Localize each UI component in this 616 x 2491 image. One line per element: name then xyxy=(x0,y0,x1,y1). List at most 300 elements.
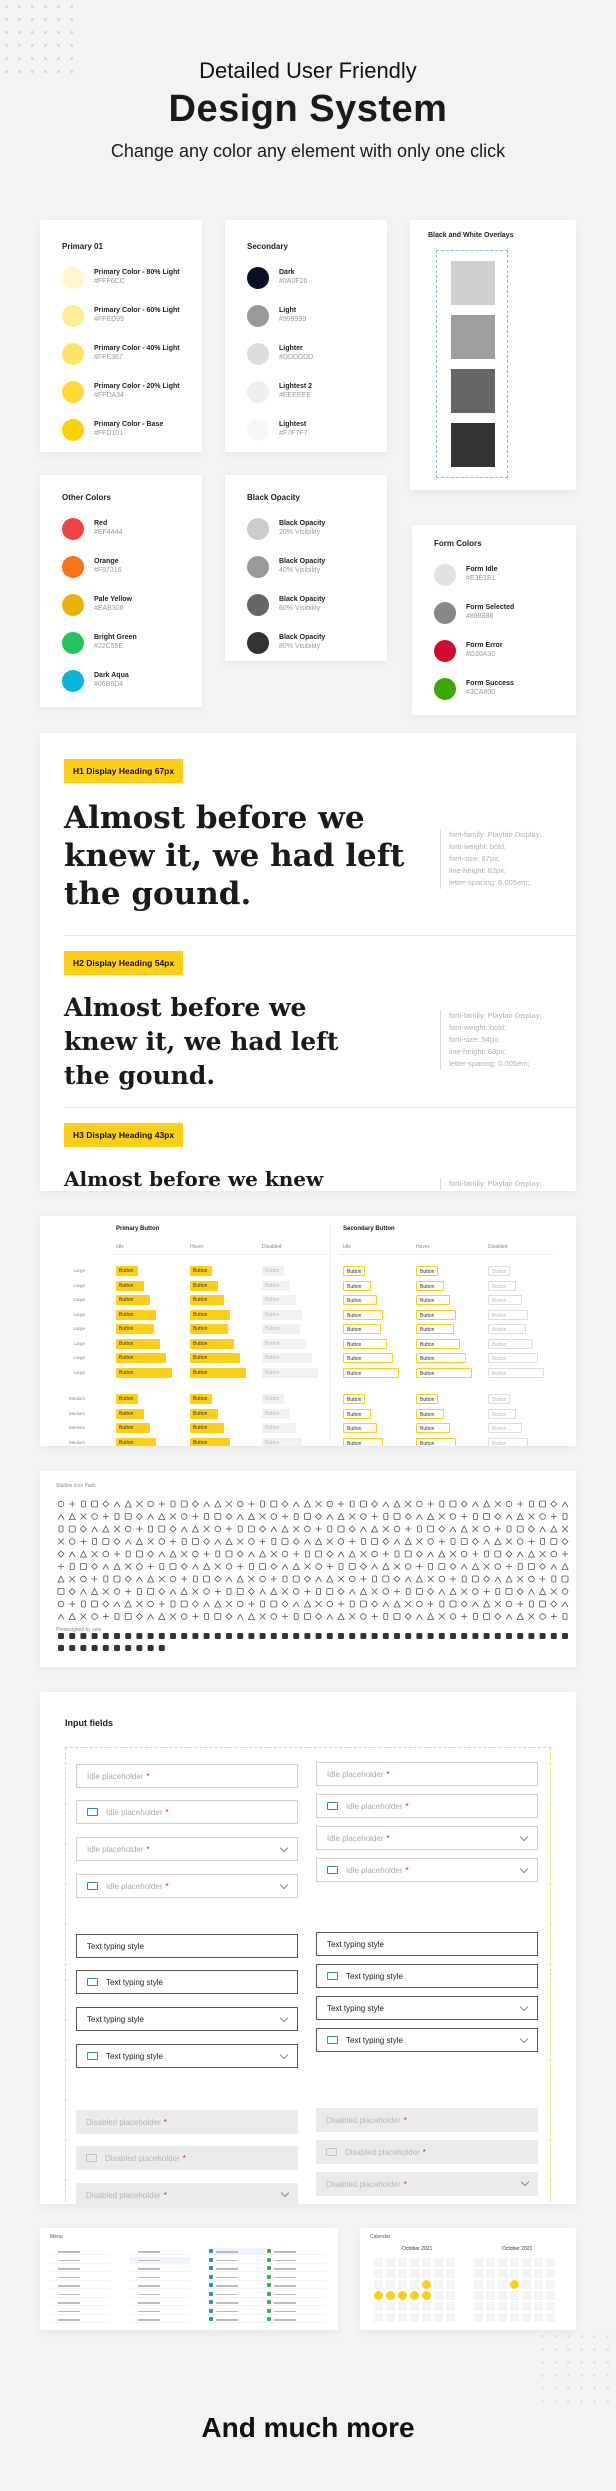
social-icon xyxy=(338,1633,344,1639)
menu-item[interactable] xyxy=(50,2299,110,2306)
menu-item[interactable] xyxy=(208,2308,268,2315)
menu-line xyxy=(216,2277,238,2279)
menu-item[interactable] xyxy=(130,2291,190,2298)
calendar-day[interactable] xyxy=(386,2313,395,2322)
calendar-day[interactable] xyxy=(546,2313,555,2322)
swatch-name: Primary Color - 60% Light xyxy=(94,307,180,315)
calendar-day[interactable] xyxy=(534,2269,543,2278)
swatch-value: 40% Visibility xyxy=(279,567,321,574)
social-icon xyxy=(360,1633,366,1639)
icon xyxy=(80,1590,86,1595)
menu-item[interactable] xyxy=(130,2316,190,2323)
calendar-day[interactable] xyxy=(398,2313,407,2322)
icon xyxy=(271,1551,277,1557)
calendar-day[interactable] xyxy=(386,2302,395,2311)
sample-button[interactable]: Button xyxy=(190,1339,234,1349)
calendar-day[interactable] xyxy=(434,2258,443,2267)
menu-item[interactable] xyxy=(266,2265,326,2272)
icon xyxy=(58,1501,64,1507)
sample-button[interactable]: Button xyxy=(262,1281,290,1291)
sample-button[interactable]: Button xyxy=(190,1409,218,1419)
swatch-row xyxy=(247,343,365,365)
text-field[interactable]: Idle placeholder * xyxy=(316,1762,538,1786)
calendar-day[interactable] xyxy=(398,2280,407,2289)
calendar-day[interactable] xyxy=(474,2280,483,2289)
menu-item[interactable] xyxy=(208,2316,268,2323)
calendar-day[interactable] xyxy=(534,2302,543,2311)
social-icon xyxy=(148,1633,154,1639)
calendar-day[interactable] xyxy=(546,2280,555,2289)
calendar-day[interactable] xyxy=(422,2269,431,2278)
sample-button[interactable]: Button xyxy=(262,1438,302,1447)
icon xyxy=(159,1576,165,1582)
calendar-day[interactable] xyxy=(374,2269,383,2278)
sample-button[interactable]: Button xyxy=(190,1324,228,1334)
sample-button[interactable]: Button xyxy=(116,1266,138,1276)
menu-item[interactable] xyxy=(208,2282,268,2289)
icon xyxy=(215,1614,221,1620)
menu-item[interactable] xyxy=(266,2299,326,2306)
icon xyxy=(260,1526,266,1532)
sample-button[interactable]: Button xyxy=(343,1281,371,1291)
sample-button[interactable]: Button xyxy=(488,1266,510,1276)
menu-item[interactable] xyxy=(130,2308,190,2315)
icon xyxy=(338,1576,344,1582)
icon xyxy=(148,1601,154,1607)
icon xyxy=(80,1551,86,1557)
sample-button[interactable]: Button xyxy=(262,1310,302,1320)
menu-line xyxy=(138,2319,160,2321)
sample-button[interactable]: Button xyxy=(488,1295,522,1305)
sample-button[interactable]: Button xyxy=(190,1423,224,1433)
calendar-day[interactable] xyxy=(510,2280,519,2289)
menu-item[interactable] xyxy=(50,2316,110,2323)
sample-button[interactable]: Button xyxy=(190,1438,230,1447)
menu-item[interactable] xyxy=(130,2274,190,2281)
sample-button[interactable]: Button xyxy=(116,1310,156,1320)
sample-button[interactable]: Button xyxy=(416,1353,466,1363)
menu-item[interactable] xyxy=(266,2248,326,2255)
icon xyxy=(114,1539,120,1545)
calendar-day[interactable] xyxy=(410,2280,419,2289)
calendar-day[interactable] xyxy=(398,2258,407,2267)
calendar-day[interactable] xyxy=(446,2302,455,2311)
select-field[interactable]: Disabled placeholder * xyxy=(76,2183,298,2204)
text-field[interactable]: Disabled placeholder * xyxy=(316,2140,538,2164)
sample-button[interactable]: Button xyxy=(416,1295,450,1305)
menu-item[interactable] xyxy=(50,2248,110,2255)
calendar-day[interactable] xyxy=(486,2313,495,2322)
calendar-day[interactable] xyxy=(446,2313,455,2322)
menu-item[interactable] xyxy=(208,2265,268,2272)
calendar-day[interactable] xyxy=(522,2313,531,2322)
sample-button[interactable]: Button xyxy=(343,1353,393,1363)
calendar-day[interactable] xyxy=(474,2291,483,2300)
icon xyxy=(293,1502,299,1507)
calendar-day[interactable] xyxy=(486,2280,495,2289)
calendar-day[interactable] xyxy=(510,2313,519,2322)
calendar-day[interactable] xyxy=(486,2302,495,2311)
row-label: Large xyxy=(73,1282,85,1288)
sample-button[interactable]: Button xyxy=(416,1266,438,1276)
calendar-day[interactable] xyxy=(498,2258,507,2267)
sample-button[interactable]: Button xyxy=(190,1310,230,1320)
heading-tag: H3 Display Heading 43px xyxy=(64,1123,183,1147)
menu-line xyxy=(274,2294,296,2296)
calendar-day[interactable] xyxy=(410,2291,419,2300)
color-swatch xyxy=(247,267,269,289)
menu-item[interactable] xyxy=(208,2274,268,2281)
sample-button[interactable]: Button xyxy=(488,1368,544,1378)
select-field[interactable]: Idle placeholder * xyxy=(316,1858,538,1882)
menu-item[interactable] xyxy=(50,2308,110,2315)
sample-button[interactable]: Button xyxy=(116,1281,144,1291)
sample-button[interactable]: Button xyxy=(488,1324,526,1334)
menu-item[interactable] xyxy=(266,2274,326,2281)
menu-item[interactable] xyxy=(266,2257,326,2264)
select-field[interactable]: Idle placeholder * xyxy=(76,1874,298,1898)
icon xyxy=(372,1501,378,1507)
menu-item[interactable] xyxy=(50,2291,110,2298)
icon xyxy=(125,1589,131,1595)
calendar-day[interactable] xyxy=(498,2313,507,2322)
sample-button[interactable]: Button xyxy=(416,1423,450,1433)
swatch-value: #3CA800 xyxy=(466,689,496,696)
icon xyxy=(360,1589,366,1595)
menu-item[interactable] xyxy=(208,2257,268,2264)
icon xyxy=(226,1501,232,1507)
icon xyxy=(416,1539,422,1545)
calendar-day[interactable] xyxy=(386,2280,395,2289)
sample-button[interactable]: Button xyxy=(416,1339,460,1349)
sample-button[interactable]: Button xyxy=(262,1409,290,1419)
icon xyxy=(125,1614,131,1620)
calendar-day[interactable] xyxy=(546,2302,555,2311)
icon xyxy=(495,1614,501,1620)
sample-button[interactable]: Button xyxy=(116,1438,156,1447)
sample-button[interactable]: Button xyxy=(262,1423,296,1433)
calendar-day[interactable] xyxy=(498,2302,507,2311)
sample-button[interactable]: Button xyxy=(262,1394,284,1404)
calendar-day[interactable] xyxy=(374,2280,383,2289)
calendar-day[interactable] xyxy=(374,2302,383,2311)
calendar-day[interactable] xyxy=(374,2258,383,2267)
calendar-day[interactable] xyxy=(398,2269,407,2278)
calendar-day[interactable] xyxy=(386,2258,395,2267)
menu-line xyxy=(274,2319,296,2321)
sample-button[interactable]: Button xyxy=(116,1295,150,1305)
menu-item[interactable] xyxy=(50,2282,110,2289)
sample-button[interactable]: Button xyxy=(343,1295,377,1305)
text-field[interactable]: Text typing style xyxy=(316,1932,538,1956)
calendar-day[interactable] xyxy=(422,2313,431,2322)
sample-button[interactable]: Button xyxy=(343,1324,381,1334)
icon xyxy=(58,1551,64,1557)
sample-button[interactable]: Button xyxy=(190,1266,212,1276)
sample-button[interactable]: Button xyxy=(416,1409,444,1419)
checkbox-icon xyxy=(267,2309,271,2313)
menu-line xyxy=(138,2251,160,2253)
icon xyxy=(350,1601,354,1607)
menu-item[interactable] xyxy=(266,2316,326,2323)
select-field[interactable]: Text typing style xyxy=(76,2007,298,2031)
sample-button[interactable]: Button xyxy=(190,1295,224,1305)
sample-button[interactable]: Button xyxy=(488,1353,538,1363)
swatch-row xyxy=(247,267,365,289)
icon xyxy=(293,1564,299,1570)
sample-button[interactable]: Button xyxy=(343,1310,383,1320)
calendar-day[interactable] xyxy=(434,2302,443,2311)
calendar-day[interactable] xyxy=(446,2269,455,2278)
text-field[interactable]: Text typing style xyxy=(76,1970,298,1994)
select-field[interactable]: Text typing style xyxy=(316,2028,538,2052)
sample-button[interactable]: Button xyxy=(262,1368,318,1378)
icon xyxy=(170,1539,176,1545)
icon xyxy=(136,1514,142,1520)
icon xyxy=(192,1526,198,1532)
icon xyxy=(215,1576,221,1582)
sample-button[interactable]: Button xyxy=(116,1423,150,1433)
sample-button[interactable]: Button xyxy=(262,1353,312,1363)
calendar-day[interactable] xyxy=(434,2269,443,2278)
icon xyxy=(304,1614,310,1620)
calendar-day[interactable] xyxy=(546,2258,555,2267)
menu-item[interactable] xyxy=(130,2265,190,2272)
text-field[interactable]: Idle placeholder * xyxy=(76,1764,298,1788)
icon xyxy=(395,1551,399,1557)
calendar-day[interactable] xyxy=(498,2269,507,2278)
calendar-day[interactable] xyxy=(374,2291,383,2300)
icon xyxy=(114,1551,120,1557)
menu-item[interactable] xyxy=(50,2265,110,2272)
sample-button[interactable]: Button xyxy=(488,1438,528,1447)
sample-button[interactable]: Button xyxy=(488,1310,528,1320)
calendar-day[interactable] xyxy=(546,2269,555,2278)
sample-button[interactable]: Button xyxy=(416,1394,438,1404)
menu-item[interactable] xyxy=(130,2257,190,2264)
text-field[interactable]: Disabled placeholder * xyxy=(316,2108,538,2132)
swatch-list xyxy=(247,518,365,654)
sample-button[interactable]: Button xyxy=(488,1409,516,1419)
icon xyxy=(316,1601,322,1607)
sample-button[interactable]: Button xyxy=(488,1394,510,1404)
icon xyxy=(349,1539,355,1545)
calendar-day[interactable] xyxy=(398,2302,407,2311)
calendar-day[interactable] xyxy=(410,2269,419,2278)
calendar-day[interactable] xyxy=(510,2291,519,2300)
icon xyxy=(136,1551,142,1557)
sample-button[interactable]: Button xyxy=(343,1339,387,1349)
select-field[interactable]: Text typing style xyxy=(316,1996,538,2020)
sample-button[interactable]: Button xyxy=(343,1266,365,1276)
menu-line xyxy=(58,2319,80,2321)
sample-button[interactable]: Button xyxy=(190,1368,246,1378)
icon xyxy=(125,1601,131,1607)
text-field[interactable]: Idle placeholder * xyxy=(76,1800,298,1824)
swatch-name: Black Opacity xyxy=(279,596,326,604)
sample-button[interactable]: Button xyxy=(416,1310,456,1320)
select-field[interactable]: Text typing style xyxy=(76,2044,298,2068)
icon xyxy=(103,1589,109,1595)
sample-button[interactable]: Button xyxy=(190,1353,240,1363)
icon xyxy=(327,1615,333,1620)
calendar-day[interactable] xyxy=(522,2302,531,2311)
calendar-day[interactable] xyxy=(510,2258,519,2267)
calendar-day[interactable] xyxy=(422,2302,431,2311)
calendar-day[interactable] xyxy=(534,2280,543,2289)
text-field[interactable]: Disabled placeholder * xyxy=(76,2146,298,2170)
sample-button[interactable]: Button xyxy=(190,1394,212,1404)
calendar-day[interactable] xyxy=(498,2291,507,2300)
calendar-day[interactable] xyxy=(446,2280,455,2289)
calendar-day[interactable] xyxy=(522,2280,531,2289)
calendar-day[interactable] xyxy=(474,2313,483,2322)
menu-line xyxy=(274,2311,296,2313)
sample-button[interactable]: Button xyxy=(116,1353,166,1363)
menu-item[interactable] xyxy=(208,2248,268,2255)
icon xyxy=(416,1564,422,1570)
calendar-day[interactable] xyxy=(434,2280,443,2289)
social-icon xyxy=(495,1633,501,1639)
select-field[interactable]: Disabled placeholder * xyxy=(316,2172,538,2196)
sample-button[interactable]: Button xyxy=(116,1324,154,1334)
calendar-day[interactable] xyxy=(434,2291,443,2300)
sample-button[interactable]: Button xyxy=(416,1281,444,1291)
calendar-day[interactable] xyxy=(498,2280,507,2289)
text-field[interactable]: Disabled placeholder * xyxy=(76,2110,298,2134)
sample-button[interactable]: Button xyxy=(262,1295,296,1305)
sample-button[interactable]: Button xyxy=(262,1324,300,1334)
sample-button[interactable]: Button xyxy=(116,1409,144,1419)
calendar-day[interactable] xyxy=(398,2291,407,2300)
calendar-day[interactable] xyxy=(510,2302,519,2311)
calendar-day[interactable] xyxy=(522,2291,531,2300)
icon xyxy=(540,1614,546,1620)
icon xyxy=(159,1552,165,1557)
sample-button[interactable]: Button xyxy=(416,1324,454,1334)
calendar-day[interactable] xyxy=(386,2291,395,2300)
calendar-day[interactable] xyxy=(446,2258,455,2267)
calendar-day[interactable] xyxy=(474,2302,483,2311)
calendar-day[interactable] xyxy=(510,2269,519,2278)
calendar-day[interactable] xyxy=(522,2258,531,2267)
icon xyxy=(293,1576,299,1582)
calendar-day[interactable] xyxy=(522,2269,531,2278)
swatch-row xyxy=(62,556,180,578)
menu-item[interactable] xyxy=(130,2248,190,2255)
menu-item[interactable] xyxy=(208,2299,268,2306)
sample-button[interactable]: Button xyxy=(116,1339,160,1349)
calendar-day[interactable] xyxy=(534,2313,543,2322)
icon xyxy=(136,1501,142,1507)
calendar-day[interactable] xyxy=(534,2258,543,2267)
calendar-day[interactable] xyxy=(486,2291,495,2300)
icon xyxy=(226,1564,232,1570)
menu-item[interactable] xyxy=(130,2299,190,2306)
sample-button[interactable]: Button xyxy=(416,1438,456,1447)
calendar-day[interactable] xyxy=(410,2313,419,2322)
select-field[interactable]: Idle placeholder * xyxy=(76,1837,298,1861)
menu-item[interactable] xyxy=(50,2257,110,2264)
menu-item[interactable] xyxy=(266,2308,326,2315)
icon xyxy=(204,1602,210,1607)
select-field[interactable]: Idle placeholder * xyxy=(316,1826,538,1850)
hero xyxy=(0,58,616,162)
sample-button[interactable]: Button xyxy=(262,1266,284,1276)
sample-button[interactable]: Button xyxy=(262,1339,306,1349)
icon xyxy=(361,1539,365,1545)
icon xyxy=(528,1526,534,1532)
calendar-day[interactable] xyxy=(486,2269,495,2278)
calendar-day[interactable] xyxy=(410,2258,419,2267)
sample-button[interactable]: Button xyxy=(488,1281,516,1291)
calendar-day[interactable] xyxy=(422,2291,431,2300)
color-swatch xyxy=(434,678,456,700)
text-field[interactable]: Text typing style xyxy=(316,1964,538,1988)
icon xyxy=(450,1576,456,1582)
calendar-day[interactable] xyxy=(474,2269,483,2278)
sample-button[interactable]: Button xyxy=(416,1368,472,1378)
sample-button[interactable]: Button xyxy=(116,1368,172,1378)
sample-button[interactable]: Button xyxy=(343,1438,383,1447)
icon xyxy=(450,1551,456,1557)
icon xyxy=(394,1564,400,1570)
menu-item[interactable] xyxy=(130,2282,190,2289)
calendar-day[interactable] xyxy=(422,2280,431,2289)
overlay-swatch xyxy=(451,423,495,467)
icon xyxy=(439,1564,445,1570)
bw-overlays-card xyxy=(410,220,576,490)
icon xyxy=(394,1576,400,1582)
sample-button[interactable]: Button xyxy=(488,1423,522,1433)
sample-button[interactable]: Button xyxy=(343,1394,365,1404)
swatch-list xyxy=(62,518,180,692)
sample-button[interactable]: Button xyxy=(343,1423,377,1433)
sample-button[interactable]: Button xyxy=(190,1281,218,1291)
menu-item[interactable] xyxy=(266,2291,326,2298)
icon xyxy=(126,1551,130,1557)
calendar-day[interactable] xyxy=(474,2258,483,2267)
calendar-day[interactable] xyxy=(422,2258,431,2267)
column-header: Idle xyxy=(343,1244,352,1250)
calendar-day[interactable] xyxy=(546,2291,555,2300)
calendar-day[interactable] xyxy=(446,2291,455,2300)
swatch-row xyxy=(62,267,180,289)
social-icon xyxy=(528,1633,534,1639)
icon xyxy=(484,1540,490,1545)
sample-button[interactable]: Button xyxy=(488,1339,532,1349)
sample-button[interactable]: Button xyxy=(343,1368,399,1378)
icon xyxy=(148,1551,154,1557)
sample-button[interactable]: Button xyxy=(343,1409,371,1419)
icon xyxy=(215,1526,221,1532)
menu-item[interactable] xyxy=(208,2291,268,2298)
calendar-day[interactable] xyxy=(534,2291,543,2300)
calendar-day[interactable] xyxy=(386,2269,395,2278)
menu-item[interactable] xyxy=(50,2274,110,2281)
calendar-day[interactable] xyxy=(434,2313,443,2322)
text-field[interactable]: Idle placeholder * xyxy=(316,1794,538,1818)
icon xyxy=(204,1551,210,1557)
icon xyxy=(115,1514,119,1520)
sample-button[interactable]: Button xyxy=(116,1394,138,1404)
calendar-day[interactable] xyxy=(374,2313,383,2322)
calendar-day[interactable] xyxy=(486,2258,495,2267)
menu-item[interactable] xyxy=(266,2282,326,2289)
icon xyxy=(450,1527,456,1532)
text-field[interactable]: Text typing style xyxy=(76,1934,298,1958)
calendar-day[interactable] xyxy=(410,2302,419,2311)
